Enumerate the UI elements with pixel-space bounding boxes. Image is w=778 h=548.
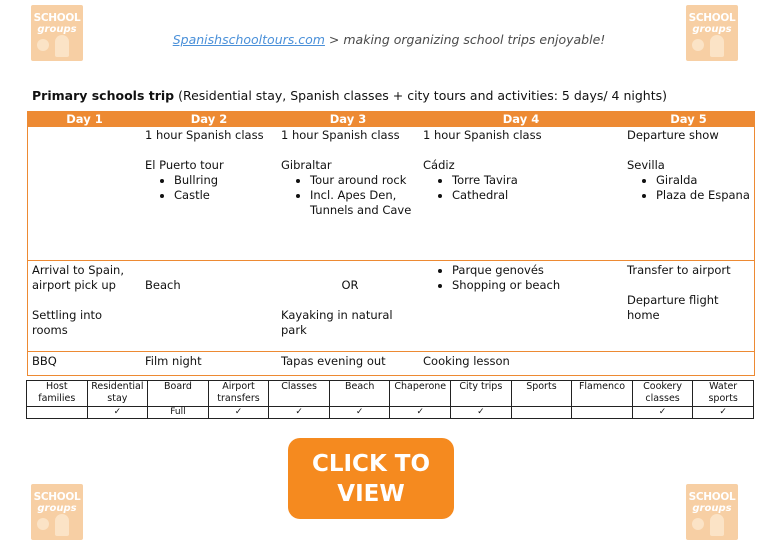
trip-title: Primary schools trip: [32, 88, 175, 103]
service-value: ✓: [208, 407, 269, 419]
day4-afternoon: [419, 263, 623, 351]
day3-afternoon: OR Kayaking in natural park: [281, 278, 393, 337]
service-name: Sports: [511, 381, 572, 407]
day3-morning: 1 hour Spanish class Gibraltar • Tour around rock • Incl. Apes Den, Tunnels and Cave: [277, 128, 419, 260]
school-groups-logo-bottom-right: SCHOOL groups: [686, 484, 738, 540]
services-table: [26, 380, 754, 419]
service-value: ✓: [269, 407, 330, 419]
day-header: Day 5: [670, 112, 707, 126]
sun-icon: [692, 518, 704, 530]
service-value: ✓: [390, 407, 451, 419]
day-header: Day 2: [190, 112, 228, 126]
service-name: Cookery classes: [632, 381, 693, 407]
service-name: Airport transfers: [208, 381, 269, 407]
service-name: Residential stay: [87, 381, 148, 407]
school-groups-logo-top-left: SCHOOL groups: [31, 5, 83, 61]
day5-morning: Departure show Sevilla • Giralda • Plaza de Espana: [623, 128, 754, 260]
service-value: [511, 407, 572, 419]
service-value: ✓: [87, 407, 148, 419]
school-groups-logo-bottom-left: SCHOOL groups: [31, 484, 83, 540]
day1-afternoon: Arrival to Spain, airport pick up Settling into rooms: [32, 263, 125, 337]
itinerary-table: [27, 111, 755, 376]
click-to-view-button[interactable]: [288, 438, 454, 519]
morning-row: [28, 127, 754, 260]
day2-evening: Film night: [145, 354, 202, 368]
service-value: ✓: [693, 407, 754, 419]
service-name: Chaperone: [390, 381, 451, 407]
tagline: [0, 32, 778, 47]
sun-icon: [37, 518, 49, 530]
list-item: • Tour around rock: [310, 173, 419, 188]
day4-morning: 1 hour Spanish class Cádiz • Torre Tavira • Cathedral: [419, 128, 623, 260]
service-name: Classes: [269, 381, 330, 407]
day4-evening: Cooking lesson: [423, 354, 510, 368]
service-value: [27, 407, 88, 419]
afternoon-row: [28, 260, 754, 351]
trip-heading: [32, 88, 667, 103]
day5-afternoon: Transfer to airport Departure flight home: [627, 263, 731, 322]
day-header: Day 1: [66, 112, 103, 126]
list-item: • Plaza de Espana: [656, 188, 754, 203]
service-value: ✓: [451, 407, 512, 419]
day2-morning: 1 hour Spanish class El Puerto tour • Bullring • Castle: [141, 128, 277, 260]
list-item: • Shopping or beach: [452, 278, 623, 293]
day-header: Day 3: [329, 112, 367, 126]
list-item: • Torre Tavira: [452, 173, 623, 188]
itinerary-header: [28, 112, 754, 127]
day5-evening: [623, 354, 754, 375]
service-name: City trips: [451, 381, 512, 407]
cta-line-1: CLICK TO: [311, 450, 431, 477]
list-item: • Parque genovés: [452, 263, 623, 278]
list-item: • Giralda: [656, 173, 754, 188]
service-name: Board: [148, 381, 209, 407]
list-item: • Cathedral: [452, 188, 623, 203]
site-link[interactable]: Spanishschooltours.com: [172, 32, 325, 47]
service-name: Flamenco: [572, 381, 633, 407]
list-item: • Bullring: [174, 173, 277, 188]
traveler-icon: [710, 514, 724, 536]
service-value: ✓: [329, 407, 390, 419]
day1-evening: BBQ: [32, 354, 57, 368]
cta-line-2: VIEW: [337, 480, 405, 507]
day-header: Day 4: [502, 112, 540, 126]
service-value: Full: [148, 407, 209, 419]
day3-evening: Tapas evening out: [281, 354, 386, 368]
traveler-icon: [55, 514, 69, 536]
service-value: ✓: [632, 407, 693, 419]
service-value: [572, 407, 633, 419]
day2-afternoon: Beach: [145, 278, 181, 292]
list-item: • Incl. Apes Den, Tunnels and Cave: [310, 188, 419, 218]
trip-detail: (Residential stay, Spanish classes + city tours and activities: 5 days/ 4 nights): [174, 88, 668, 103]
tagline-text: > making organizing school trips enjoyable!: [324, 32, 606, 47]
service-name: Beach: [329, 381, 390, 407]
day1-morning: [28, 128, 141, 260]
list-item: • Castle: [174, 188, 277, 203]
service-name: Water sports: [693, 381, 754, 407]
service-name: Host families: [27, 381, 88, 407]
school-groups-logo-top-right: SCHOOL groups: [686, 5, 738, 61]
evening-row: [28, 351, 754, 375]
services-values-row: [27, 407, 754, 419]
services-names-row: [27, 381, 754, 407]
